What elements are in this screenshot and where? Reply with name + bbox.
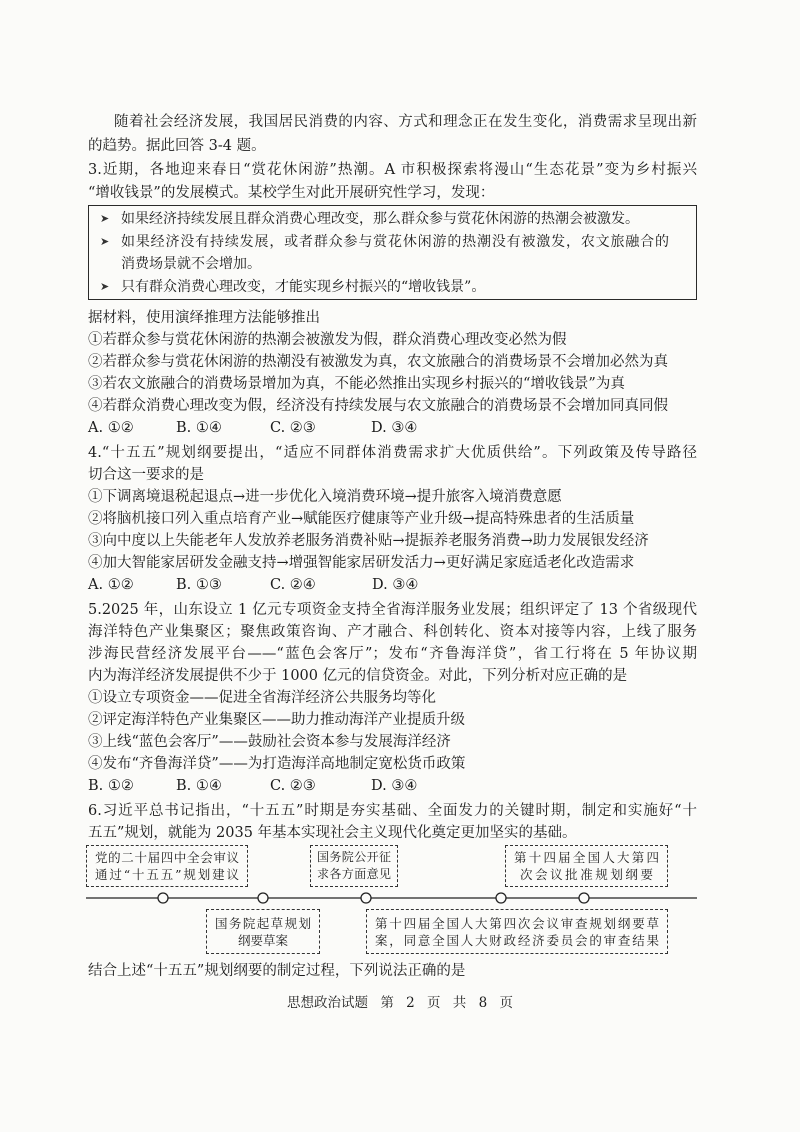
timeline-node	[361, 893, 371, 903]
option-d: D. ③④	[371, 778, 418, 794]
option-d: D. ③④	[371, 420, 418, 436]
timeline-event-text: 案，同意全国人大财政经济委员会的审查结果	[375, 933, 659, 948]
timeline-event-text: 国务院起草规划	[215, 916, 311, 931]
q6-prompt: 结合上述“十五五”规划纲要的制定过程，下列说法正确的是	[88, 963, 466, 979]
q5-statement: ①设立专项资金——促进全省海洋经济公共服务均等化	[88, 690, 436, 706]
q5-statement: ④发布“齐鲁海洋贷”——为打造海洋高地制定宽松货币政策	[88, 756, 466, 772]
q3-statement: ②若群众参与赏花休闲游的热潮没有被激发为真，农文旅融合的消费场景不会增加必然为真	[88, 354, 668, 370]
option-d: D. ③④	[372, 577, 419, 593]
option-b: B. ①④	[176, 420, 222, 436]
q3-statement: ③若农文旅融合的消费场景增加为真，不能必然推出实现乡村振兴的“增收钱景”为真	[88, 376, 625, 392]
material-item: 如果经济持续发展且群众消费心理改变，那么群众参与赏花休闲游的热潮会被激发。	[121, 211, 639, 227]
q3-statement: ④若群众消费心理改变为假，经济没有持续发展与农文旅融合的消费场景不会增加同真同假	[88, 398, 668, 414]
q4-answer-options	[88, 574, 508, 596]
q5-stem: 海洋特色产业集聚区；聚焦政策咨询、产才融合、科创转化、资本对接等内容，上线了服务	[88, 624, 697, 640]
q5-statement: ②评定海洋特色产业集聚区——助力推动海洋产业提质升级	[88, 712, 465, 728]
q3-stem: “增收钱景”的发展模式。某校学生对此开展研究性学习，发现：	[88, 185, 495, 201]
q4-stem: 4.“十五五”规划纲要提出，“适应不同群体消费需求扩大优质供给”。下列政策及传导路径	[88, 445, 697, 461]
timeline-event-text: 党的二十届四中全会审议	[95, 850, 239, 865]
page-footer: 思想政治试题 第 2 页 共 8 页	[287, 995, 513, 1011]
q4-statement: ④加大智能家居研发金融支持→增强智能家居研发活力→更好满足家庭适老化改造需求	[88, 555, 635, 571]
option-a: A. ①②	[88, 420, 134, 436]
timeline-event-text: 第十四届全国人大第四次会议审查规划纲要草	[375, 916, 659, 931]
material-item: 如果经济没有持续发展，或者群众参与赏花休闲游的热潮没有被激发，农文旅融合的	[121, 234, 669, 250]
timeline-event-text: 通过“十五五”规划建议	[95, 867, 239, 882]
timeline-event-text: 第十四届全国人大第四	[514, 850, 659, 865]
intro-text: 的趋势。据此回答 3-4 题。	[88, 138, 266, 154]
q5-answer-options	[88, 775, 508, 797]
option-b: B. ①③	[176, 577, 222, 593]
timeline-node	[579, 893, 589, 903]
timeline-node	[158, 893, 168, 903]
material-item-continued: 消费场景就不会增加。	[121, 256, 261, 272]
timeline-event-box	[86, 845, 248, 887]
q3-prompt: 据材料，使用演绎推理方法能够推出	[88, 310, 320, 326]
arrowhead-bullet-icon: ➤	[100, 280, 110, 293]
q4-statement: ③向中度以上失能老年人发放养老服务消费补贴→提振养老服务消费→助力发展银发经济	[88, 533, 649, 549]
q4-stem: 切合这一要求的是	[88, 467, 204, 483]
q6-stem: 6.习近平总书记指出，“十五五”时期是夯实基础、全面发力的关键时期，制定和实施好“十	[88, 803, 697, 819]
timeline-event-box	[505, 845, 668, 887]
timeline-event-text: 次会议批准规划纲要	[520, 867, 653, 882]
timeline-node	[496, 893, 506, 903]
option-b: B. ①④	[176, 778, 222, 794]
option-a: A. ①②	[88, 577, 134, 593]
timeline-node	[258, 893, 268, 903]
option-a: B. ①②	[88, 778, 134, 794]
option-c: C. ②④	[270, 577, 316, 593]
q5-stem: 涉海民营经济发展平台——“蓝色会客厅”；发布“齐鲁海洋贷”，省工行将在 5 年协议期	[88, 646, 697, 662]
q5-statement: ③上线“蓝色会客厅”——鼓励社会资本参与发展海洋经济	[88, 734, 451, 750]
timeline-event-box	[366, 909, 668, 954]
q6-stem: 五五”规划，就能为 2035 年基本实现社会主义现代化奠定更加坚实的基础。	[88, 825, 577, 841]
q3-answer-options	[88, 417, 508, 439]
arrowhead-bullet-icon: ➤	[100, 235, 110, 248]
q4-statement: ①下调离境退税起退点→进一步优化入境消费环境→提升旅客入境消费意愿	[88, 489, 562, 505]
timeline-event-text: 国务院公开征	[317, 850, 391, 864]
option-c: C. ②③	[270, 778, 316, 794]
timeline-event-text: 纲要草案	[237, 933, 288, 948]
timeline-axis	[0, 888, 800, 908]
intro-text: 随着社会经济发展，我国居民消费的内容、方式和理念正在发生变化，消费需求呈现出新	[114, 114, 697, 130]
q3-material-box	[88, 205, 697, 300]
q3-statement: ①若群众参与赏花休闲游的热潮会被激发为假，群众消费心理改变必然为假	[88, 332, 567, 348]
q4-statement: ②将脑机接口列入重点培育产业→赋能医疗健康等产业升级→提高特殊患者的生活质量	[88, 511, 635, 527]
timeline-event-box	[310, 845, 398, 887]
q5-stem: 内为海洋经济发展提供不少于 1000 亿元的信贷资金。对此，下列分析对应正确的是	[88, 668, 628, 684]
q5-stem: 5.2025 年，山东设立 1 亿元专项资金支持全省海洋服务业发展；组织评定了 13 个省级现代	[88, 602, 697, 618]
option-c: C. ②③	[270, 420, 316, 436]
q3-stem: 3.近期，各地迎来春日“赏花休闲游”热潮。A 市积极探索将漫山“生态花景”变为乡村振兴	[88, 162, 697, 178]
timeline-event-box	[206, 909, 320, 954]
material-item: 只有群众消费心理改变，才能实现乡村振兴的“增收钱景”。	[121, 279, 486, 295]
arrowhead-bullet-icon: ➤	[100, 212, 110, 225]
timeline-event-text: 求各方面意见	[317, 867, 391, 881]
